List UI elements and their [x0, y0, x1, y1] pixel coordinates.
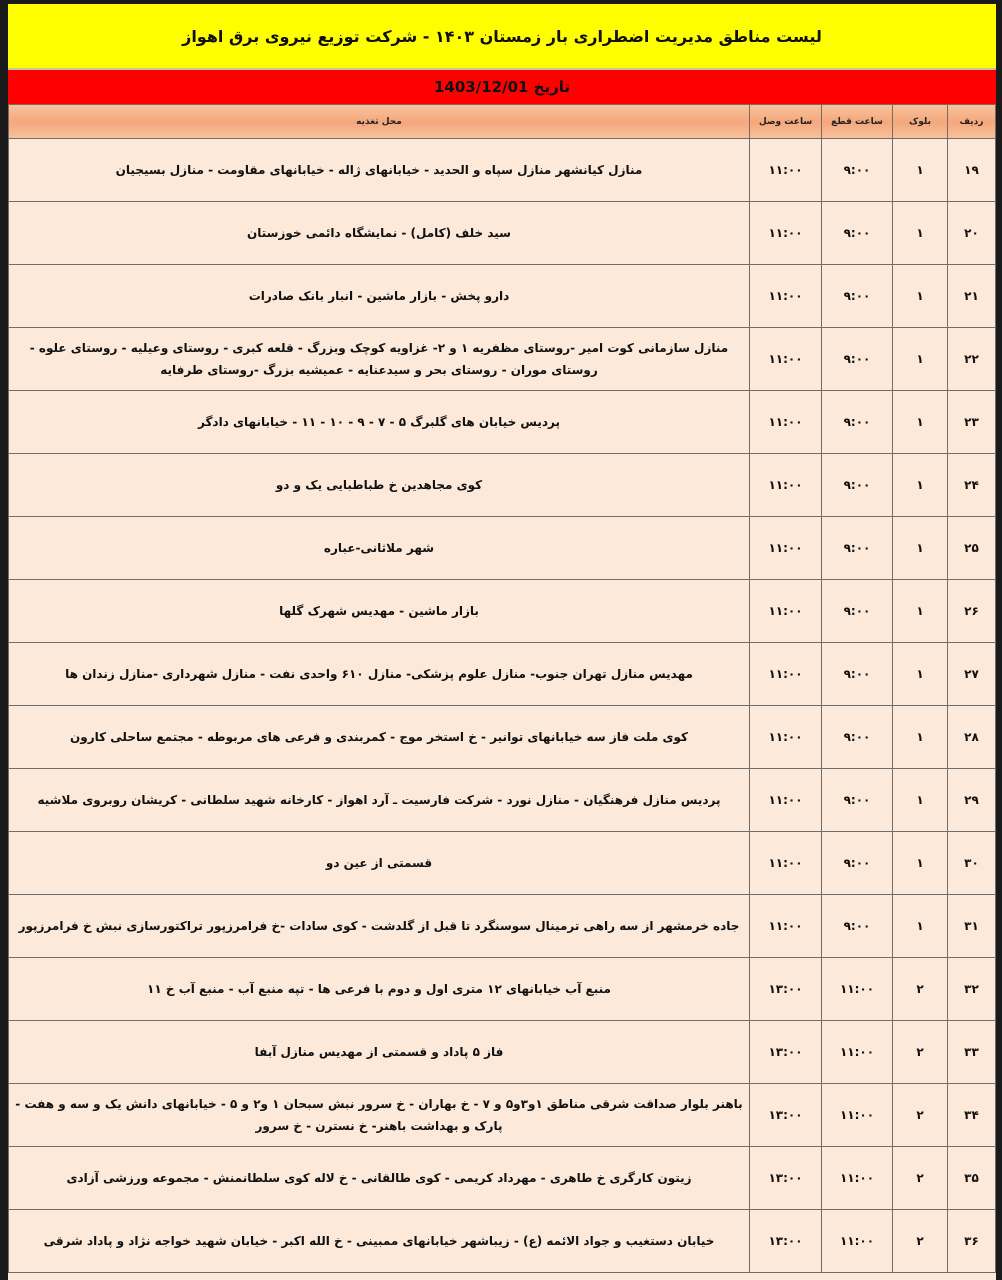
- cell-cut-time: ۹:۰۰: [822, 895, 893, 958]
- cell-block: ۲: [893, 1210, 948, 1273]
- cell-location: شهر ملاثانی-عباره: [9, 517, 750, 580]
- header-location: محل تغذیه: [9, 105, 750, 139]
- cell-connect-time: ۱۱:۰۰: [750, 643, 822, 706]
- cell-connect-time: ۱۱:۰۰: [750, 580, 822, 643]
- cell-location: باهنر بلوار صداقت شرقی مناطق ۱و۳و۵ و ۷ - خ بهاران - خ سرور نبش سبحان ۱ و۲ و ۵ - خیابانهای دانش یک و سه و هفت - پارک و بهداشت باهنر- خ نسترن - خ سرور: [9, 1084, 750, 1147]
- cell-block: ۱: [893, 706, 948, 769]
- cell-location: منازل کیانشهر منازل سپاه و الحدید - خیابانهای ژاله - خیابانهای مقاومت - منازل بسیجیان: [9, 139, 750, 202]
- table-row: [9, 643, 996, 706]
- cell-cut-time: ۱۱:۰۰: [822, 958, 893, 1021]
- cell-location: پردیس خیابان های گلبرگ ۵ - ۷ - ۹ - ۱۰ - ۱۱ - خیابانهای دادگر: [9, 391, 750, 454]
- date-banner: تاریخ 1403/12/01: [8, 70, 996, 104]
- cell-connect-time: ۱۱:۰۰: [750, 139, 822, 202]
- cell-connect-time: ۱۱:۰۰: [750, 454, 822, 517]
- cell-connect-time: ۱۱:۰۰: [750, 202, 822, 265]
- table-row: [9, 832, 996, 895]
- cell-row-number: ۲۵: [948, 517, 996, 580]
- cell-connect-time: ۱۱:۰۰: [750, 895, 822, 958]
- cell-location: فاز ۵ پاداد و قسمتی از مهدیس منازل آبفا: [9, 1021, 750, 1084]
- cell-connect-time: ۱۳:۰۰: [750, 1147, 822, 1210]
- header-block: بلوک: [893, 105, 948, 139]
- table-row: [9, 265, 996, 328]
- cell-cut-time: ۱۱:۰۰: [822, 1210, 893, 1273]
- cell-location: منازل سازمانی کوت امیر -روستای مظفریه ۱ و ۲- غزاویه کوچک وبزرگ - قلعه کبری - روستای وعیلیه - روستای علوه - روستای موران - روستای بحر و سیدعنایه - عمیشیه بزرگ -روستای طرفایه: [9, 328, 750, 391]
- cell-connect-time: ۱۳:۰۰: [750, 1210, 822, 1273]
- cell-connect-time: ۱۳:۰۰: [750, 1084, 822, 1147]
- cell-block: ۱: [893, 643, 948, 706]
- header-connect-time: ساعت وصل: [750, 105, 822, 139]
- table-row: [9, 1210, 996, 1273]
- cell-location: مهدیس منازل تهران جنوب- منازل علوم پزشکی- منازل ۶۱۰ واحدی نفت - منازل شهرداری -منازل زندان ها: [9, 643, 750, 706]
- cell-row-number: ۲۸: [948, 706, 996, 769]
- cell-connect-time: ۱۳:۰۰: [750, 1021, 822, 1084]
- cell-cut-time: ۹:۰۰: [822, 265, 893, 328]
- cell-cut-time: ۹:۰۰: [822, 328, 893, 391]
- cell-location: کوی ملت فاز سه خیابانهای توانیر - خ استخر موج - کمربندی و فرعی های مربوطه - مجتمع ساحلی کارون: [9, 706, 750, 769]
- cell-block: ۱: [893, 832, 948, 895]
- cell-connect-time: ۱۱:۰۰: [750, 391, 822, 454]
- cell-row-number: ۲۳: [948, 391, 996, 454]
- cell-row-number: ۲۶: [948, 580, 996, 643]
- cell-cut-time: ۹:۰۰: [822, 832, 893, 895]
- table-row: [9, 517, 996, 580]
- schedule-table: [8, 104, 996, 1273]
- cell-row-number: ۲۴: [948, 454, 996, 517]
- cell-cut-time: ۹:۰۰: [822, 391, 893, 454]
- cell-cut-time: ۱۱:۰۰: [822, 1147, 893, 1210]
- cell-location: سید خلف (کامل) - نمایشگاه دائمی خوزستان: [9, 202, 750, 265]
- cell-block: ۲: [893, 1147, 948, 1210]
- cell-cut-time: ۹:۰۰: [822, 580, 893, 643]
- cell-location: کوی مجاهدین خ طباطبایی یک و دو: [9, 454, 750, 517]
- cell-location: جاده خرمشهر از سه راهی ترمینال سوسنگرد تا قبل از گلدشت - کوی سادات -خ فرامرزپور تراکتورسازی نبش خ فرامرزپور: [9, 895, 750, 958]
- page-title: لیست مناطق مدیریت اضطراری بار زمستان ۱۴۰۳ - شرکت توزیع نیروی برق اهواز: [8, 4, 996, 70]
- table-row: [9, 1021, 996, 1084]
- table-row: [9, 328, 996, 391]
- document-sheet: [8, 4, 996, 1280]
- cell-cut-time: ۹:۰۰: [822, 769, 893, 832]
- header-cut-time: ساعت قطع: [822, 105, 893, 139]
- cell-block: ۱: [893, 202, 948, 265]
- cell-row-number: ۲۲: [948, 328, 996, 391]
- table-row: [9, 580, 996, 643]
- cell-row-number: ۳۲: [948, 958, 996, 1021]
- cell-block: ۲: [893, 958, 948, 1021]
- table-header: [9, 105, 996, 139]
- cell-block: ۱: [893, 895, 948, 958]
- table-row: [9, 1147, 996, 1210]
- table-row: [9, 706, 996, 769]
- header-row-number: ردیف: [948, 105, 996, 139]
- cell-cut-time: ۱۱:۰۰: [822, 1084, 893, 1147]
- cell-cut-time: ۱۱:۰۰: [822, 1021, 893, 1084]
- cell-connect-time: ۱۳:۰۰: [750, 958, 822, 1021]
- cell-row-number: ۳۶: [948, 1210, 996, 1273]
- cell-row-number: ۱۹: [948, 139, 996, 202]
- cell-location: منبع آب خیابانهای ۱۲ متری اول و دوم با فرعی ها - تپه منبع آب - منبع آب خ ۱۱: [9, 958, 750, 1021]
- cell-block: ۱: [893, 769, 948, 832]
- cell-connect-time: ۱۱:۰۰: [750, 328, 822, 391]
- cell-location: خیابان دستغیب و جواد الائمه (ع) - زیباشهر خیابانهای ممبینی - خ الله اکبر - خیابان شهید خواجه نژاد و پاداد شرقی: [9, 1210, 750, 1273]
- cell-row-number: ۲۹: [948, 769, 996, 832]
- cell-row-number: ۳۳: [948, 1021, 996, 1084]
- table-row: [9, 202, 996, 265]
- cell-connect-time: ۱۱:۰۰: [750, 832, 822, 895]
- cell-row-number: ۳۵: [948, 1147, 996, 1210]
- cell-block: ۱: [893, 265, 948, 328]
- cell-location: دارو پخش - بازار ماشین - انبار بانک صادرات: [9, 265, 750, 328]
- cell-location: بازار ماشین - مهدیس شهرک گلها: [9, 580, 750, 643]
- cell-cut-time: ۹:۰۰: [822, 454, 893, 517]
- cell-block: ۱: [893, 139, 948, 202]
- cell-row-number: ۳۱: [948, 895, 996, 958]
- cell-row-number: ۲۰: [948, 202, 996, 265]
- table-row: [9, 139, 996, 202]
- cell-block: ۱: [893, 328, 948, 391]
- cell-block: ۱: [893, 454, 948, 517]
- cell-connect-time: ۱۱:۰۰: [750, 769, 822, 832]
- cell-block: ۲: [893, 1084, 948, 1147]
- cell-row-number: ۲۷: [948, 643, 996, 706]
- cell-connect-time: ۱۱:۰۰: [750, 265, 822, 328]
- cell-cut-time: ۹:۰۰: [822, 706, 893, 769]
- cell-block: ۲: [893, 1021, 948, 1084]
- cell-cut-time: ۹:۰۰: [822, 139, 893, 202]
- cell-location: زیتون کارگری خ طاهری - مهرداد کریمی - کوی طالقانی - خ لاله کوی سلطانمنش - مجموعه ورزشی آزادی: [9, 1147, 750, 1210]
- cell-cut-time: ۹:۰۰: [822, 517, 893, 580]
- table-row: [9, 895, 996, 958]
- cell-row-number: ۳۴: [948, 1084, 996, 1147]
- cell-cut-time: ۹:۰۰: [822, 202, 893, 265]
- cell-cut-time: ۹:۰۰: [822, 643, 893, 706]
- cell-block: ۱: [893, 580, 948, 643]
- table-row: [9, 958, 996, 1021]
- table-row: [9, 454, 996, 517]
- cell-row-number: ۲۱: [948, 265, 996, 328]
- cell-location: قسمتی از عین دو: [9, 832, 750, 895]
- cell-connect-time: ۱۱:۰۰: [750, 517, 822, 580]
- table-row: [9, 1084, 996, 1147]
- cell-location: پردیس منازل فرهنگیان - منازل نورد - شرکت فارسیت ـ آرد اهواز - کارخانه شهید سلطانی - کریشان روبروی ملاشیه: [9, 769, 750, 832]
- cell-connect-time: ۱۱:۰۰: [750, 706, 822, 769]
- cell-block: ۱: [893, 517, 948, 580]
- table-row: [9, 769, 996, 832]
- cell-block: ۱: [893, 391, 948, 454]
- cell-row-number: ۳۰: [948, 832, 996, 895]
- table-row: [9, 391, 996, 454]
